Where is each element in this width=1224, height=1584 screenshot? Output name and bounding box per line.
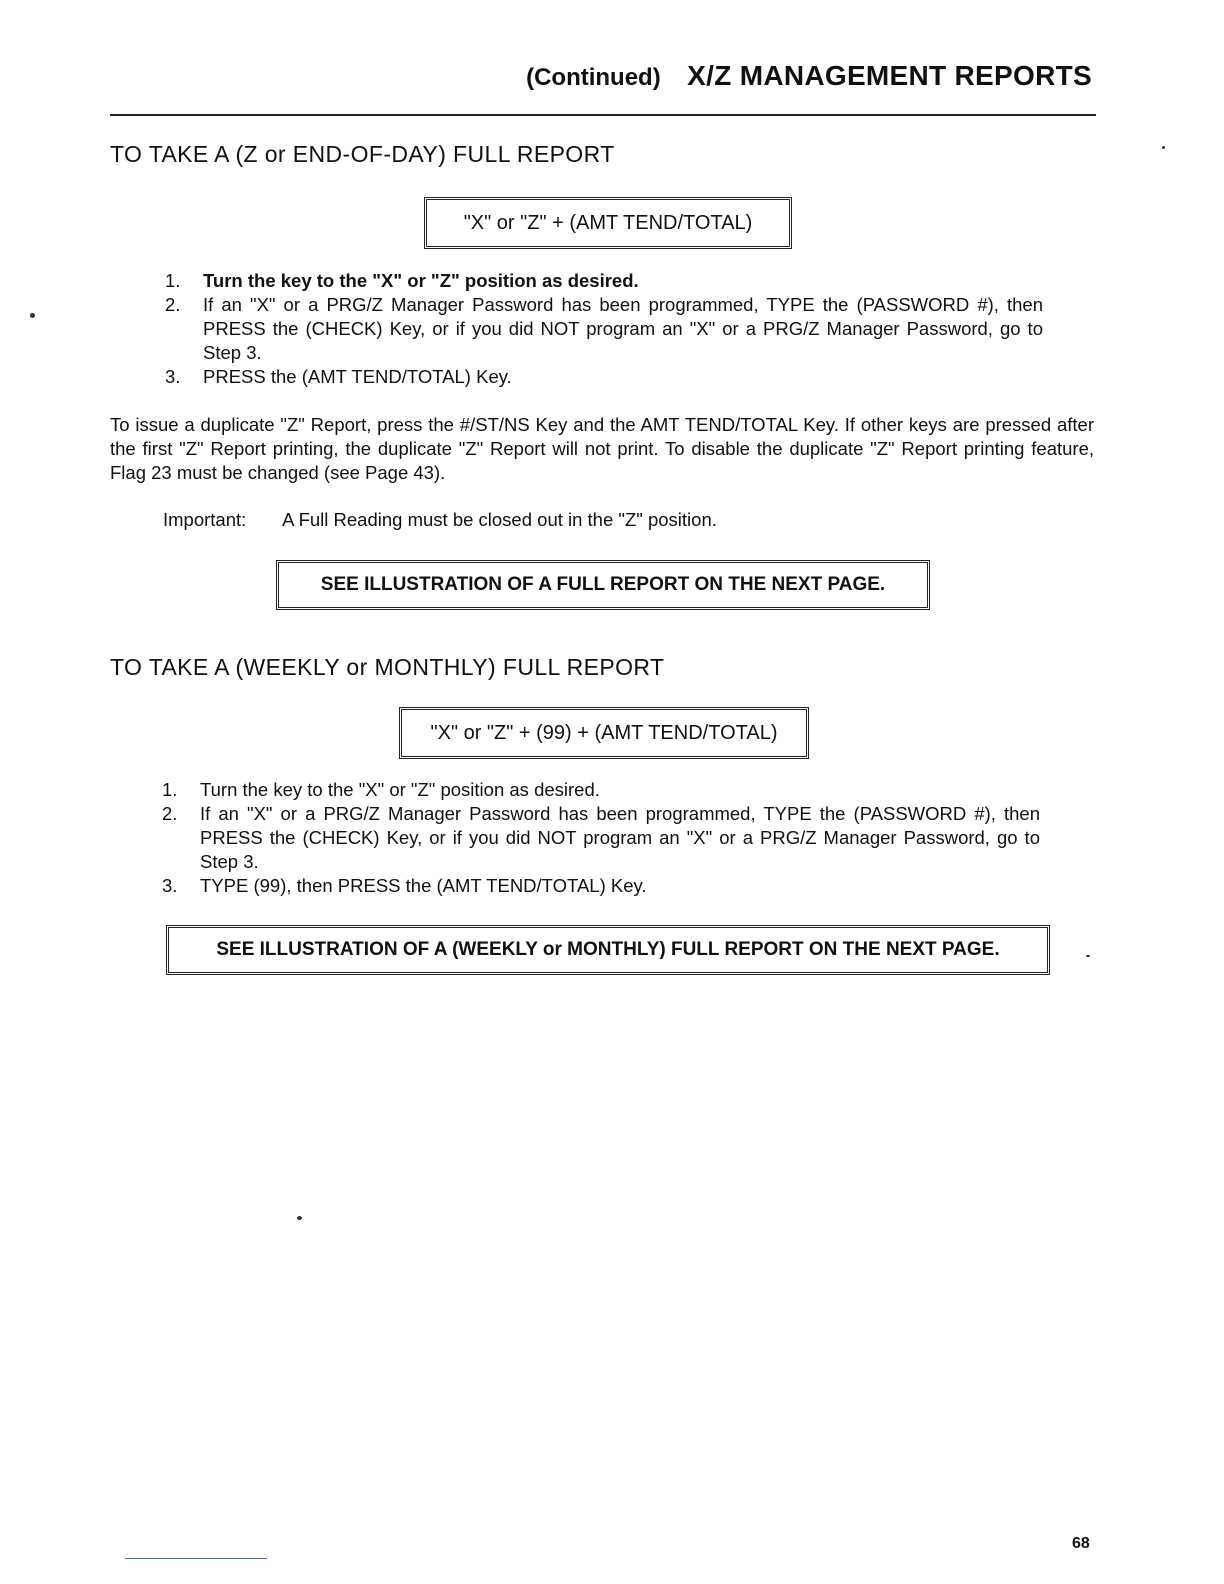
scan-speck xyxy=(1086,955,1090,957)
footer-rule xyxy=(125,1558,267,1559)
step-text: Turn the key to the "X" or "Z" position as desired. xyxy=(200,779,600,800)
list-item xyxy=(162,778,1040,802)
step-text: TYPE (99), then PRESS the (AMT TEND/TOTAL) Key. xyxy=(200,875,647,896)
scan-speck xyxy=(30,313,35,318)
section2-illustration-box xyxy=(166,925,1050,975)
list-item xyxy=(165,269,1043,293)
list-item xyxy=(162,802,1040,874)
section1-important xyxy=(163,509,717,531)
page-number: 68 xyxy=(1072,1535,1090,1552)
section1-formula: "X" or "Z" + (AMT TEND/TOTAL) xyxy=(463,211,753,234)
list-item xyxy=(165,365,1043,389)
important-text: A Full Reading must be closed out in the "Z" position. xyxy=(282,509,717,530)
scan-speck xyxy=(297,1216,302,1220)
section1-steps xyxy=(165,269,1043,389)
section2-formula-box xyxy=(399,707,809,759)
step-number: 1. xyxy=(165,270,181,291)
step-number: 1. xyxy=(162,779,178,800)
section2-heading: TO TAKE A (WEEKLY or MONTHLY) FULL REPORT xyxy=(110,654,665,680)
list-item xyxy=(165,293,1043,365)
header-rule xyxy=(110,114,1096,116)
list-item xyxy=(162,874,1040,898)
step-text: If an "X" or a PRG/Z Manager Password has been programmed, TYPE the (PASSWORD #), then PRESS the (CHECK) Key, or if you did NOT program an "X" or a PRG/Z Manager Password, go to Step 3. xyxy=(203,294,1043,363)
step-text: Turn the key to the "X" or "Z" position as desired. xyxy=(203,270,639,291)
step-text: PRESS the (AMT TEND/TOTAL) Key. xyxy=(203,366,512,387)
important-label: Important: xyxy=(163,509,247,530)
header-title: X/Z MANAGEMENT REPORTS xyxy=(687,60,1092,91)
page-header xyxy=(526,60,1092,92)
step-number: 2. xyxy=(165,294,181,315)
step-text: If an "X" or a PRG/Z Manager Password has been programmed, TYPE the (PASSWORD #), then PRESS the (CHECK) Key, or if you did NOT program an "X" or a PRG/Z Manager Password, go to Step 3. xyxy=(200,803,1040,872)
section1-duplicate-note: To issue a duplicate "Z" Report, press the #/ST/NS Key and the AMT TEND/TOTAL Key. If other keys are pressed after the first "Z" Report printing, the duplicate "Z" Report will not print. To disable the duplicate "Z" Report printing feature, Flag 23 must be changed (see Page 43). xyxy=(110,414,1094,483)
section1-illustration-note: SEE ILLUSTRATION OF A FULL REPORT ON THE NEXT PAGE. xyxy=(320,574,886,595)
header-continued: (Continued) xyxy=(526,64,661,91)
section2-illustration-note: SEE ILLUSTRATION OF A (WEEKLY or MONTHLY) FULL REPORT ON THE NEXT PAGE. xyxy=(216,939,1000,960)
step-number: 3. xyxy=(162,875,178,896)
step-number: 2. xyxy=(162,803,178,824)
section1-heading: TO TAKE A (Z or END-OF-DAY) FULL REPORT xyxy=(110,141,615,167)
section1-illustration-box xyxy=(276,560,930,610)
section2-formula: "X" or "Z" + (99) + (AMT TEND/TOTAL) xyxy=(430,721,778,744)
step-number: 3. xyxy=(165,366,181,387)
scan-speck xyxy=(1162,146,1165,149)
section2-steps xyxy=(162,778,1040,898)
section1-formula-box xyxy=(424,197,792,249)
